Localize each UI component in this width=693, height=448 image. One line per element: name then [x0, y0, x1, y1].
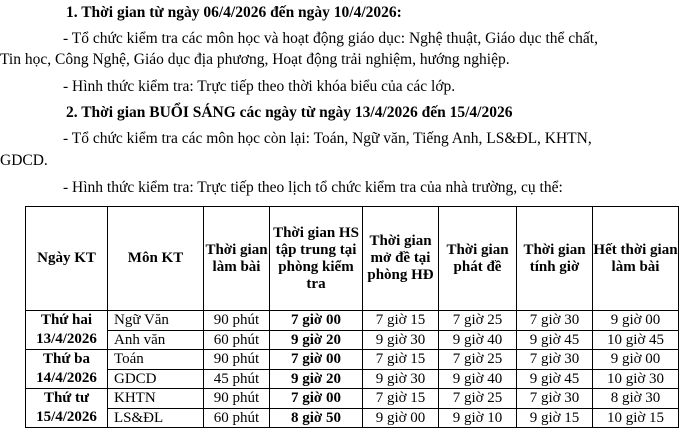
table-row [26, 330, 679, 350]
assembly-time-cell: 7 giờ 00 [270, 389, 363, 409]
end-time-cell: 9 giờ 00 [593, 311, 679, 331]
distribute-time-cell: 9 giờ 40 [439, 369, 517, 389]
header-distribute-time: Thời gian phát đề [439, 207, 517, 311]
open-paper-time-cell: 7 giờ 15 [363, 350, 439, 370]
end-time-cell: 10 giờ 15 [593, 408, 679, 428]
end-time-cell: 8 giờ 30 [593, 389, 679, 409]
end-time-cell: 9 giờ 00 [593, 350, 679, 370]
start-time-cell: 9 giờ 15 [517, 408, 593, 428]
subject-cell: LS&ĐL [108, 408, 204, 428]
day-weekday: Thứ tư [43, 390, 90, 406]
start-time-cell: 7 giờ 30 [517, 350, 593, 370]
day-cell [26, 350, 108, 389]
distribute-time-cell: 7 giờ 25 [439, 350, 517, 370]
start-time-cell: 7 giờ 30 [517, 389, 593, 409]
assembly-time-cell: 9 giờ 20 [270, 369, 363, 389]
start-time-cell: 7 giờ 30 [517, 311, 593, 331]
subject-cell: Toán [108, 350, 204, 370]
duration-cell: 45 phút [204, 369, 270, 389]
duration-cell: 60 phút [204, 330, 270, 350]
section-2-paragraph-2: - Hình thức kiểm tra: Trực tiếp theo lịch tổ chức kiểm tra của nhà trường, cụ thể: [63, 179, 563, 196]
open-paper-time-cell: 7 giờ 15 [363, 311, 439, 331]
duration-cell: 90 phút [204, 350, 270, 370]
header-assembly-time: Thời gian HS tập trung tại phòng kiểm tra [270, 207, 363, 311]
distribute-time-cell: 7 giờ 25 [439, 311, 517, 331]
table-row [26, 389, 679, 409]
subject-cell: KHTN [108, 389, 204, 409]
day-weekday: Thứ hai [40, 312, 93, 328]
header-open-paper-time: Thời gian mở đề tại phòng HĐ [363, 207, 439, 311]
subject-cell: Ngữ Văn [108, 311, 204, 331]
section-1-paragraph-1-line-1: - Tổ chức kiểm tra các môn học và hoạt động giáo dục: Nghệ thuật, Giáo dục thể chất, [63, 30, 598, 47]
duration-cell: 90 phút [204, 311, 270, 331]
day-date: 14/4/2026 [36, 370, 97, 386]
header-end-time: Hết thời gian làm bài [593, 207, 679, 311]
table-row [26, 369, 679, 389]
day-date: 15/4/2026 [36, 409, 97, 425]
distribute-time-cell: 9 giờ 10 [439, 408, 517, 428]
distribute-time-cell: 7 giờ 25 [439, 389, 517, 409]
table-row [26, 311, 679, 331]
start-time-cell: 9 giờ 45 [517, 330, 593, 350]
subject-cell: GDCD [108, 369, 204, 389]
subject-cell: Anh văn [108, 330, 204, 350]
duration-cell: 90 phút [204, 389, 270, 409]
assembly-time-cell: 7 giờ 00 [270, 350, 363, 370]
table-row [26, 408, 679, 428]
section-1-paragraph-2: - Hình thức kiểm tra: Trực tiếp theo thời khóa biểu của các lớp. [63, 78, 456, 95]
section-2-paragraph-1-line-1: - Tổ chức kiểm tra các môn học còn lại: Toán, Ngữ văn, Tiếng Anh, LS&ĐL, KHTN, [63, 130, 592, 147]
header-start-time: Thời gian tính giờ [517, 207, 593, 311]
open-paper-time-cell: 7 giờ 15 [363, 389, 439, 409]
day-cell [26, 389, 108, 428]
assembly-time-cell: 9 giờ 20 [270, 330, 363, 350]
end-time-cell: 10 giờ 45 [593, 330, 679, 350]
header-exam-day: Ngày KT [26, 207, 108, 311]
end-time-cell: 10 giờ 30 [593, 369, 679, 389]
distribute-time-cell: 9 giờ 40 [439, 330, 517, 350]
table-header-row [26, 207, 679, 311]
header-duration: Thời gian làm bài [204, 207, 270, 311]
exam-schedule-table [25, 206, 679, 428]
header-subject: Môn KT [108, 207, 204, 311]
assembly-time-cell: 7 giờ 00 [270, 311, 363, 331]
duration-cell: 60 phút [204, 408, 270, 428]
section-1-heading: 1. Thời gian từ ngày 06/4/2026 đến ngày 10/4/2026: [66, 4, 402, 21]
section-2-heading: 2. Thời gian BUỔI SÁNG các ngày từ ngày 13/4/2026 đến 15/4/2026 [66, 104, 513, 121]
section-1-paragraph-1-line-2: Tin học, Công Nghệ, Giáo dục địa phương, Hoạt động trải nghiệm, hướng nghiệp. [0, 51, 510, 68]
open-paper-time-cell: 9 giờ 00 [363, 408, 439, 428]
open-paper-time-cell: 9 giờ 30 [363, 330, 439, 350]
table-row [26, 350, 679, 370]
day-cell [26, 311, 108, 350]
assembly-time-cell: 8 giờ 50 [270, 408, 363, 428]
section-2-paragraph-1-line-2: GDCD. [0, 152, 48, 169]
day-date: 13/4/2026 [36, 331, 97, 347]
open-paper-time-cell: 9 giờ 30 [363, 369, 439, 389]
day-weekday: Thứ ba [43, 351, 90, 367]
start-time-cell: 9 giờ 45 [517, 369, 593, 389]
